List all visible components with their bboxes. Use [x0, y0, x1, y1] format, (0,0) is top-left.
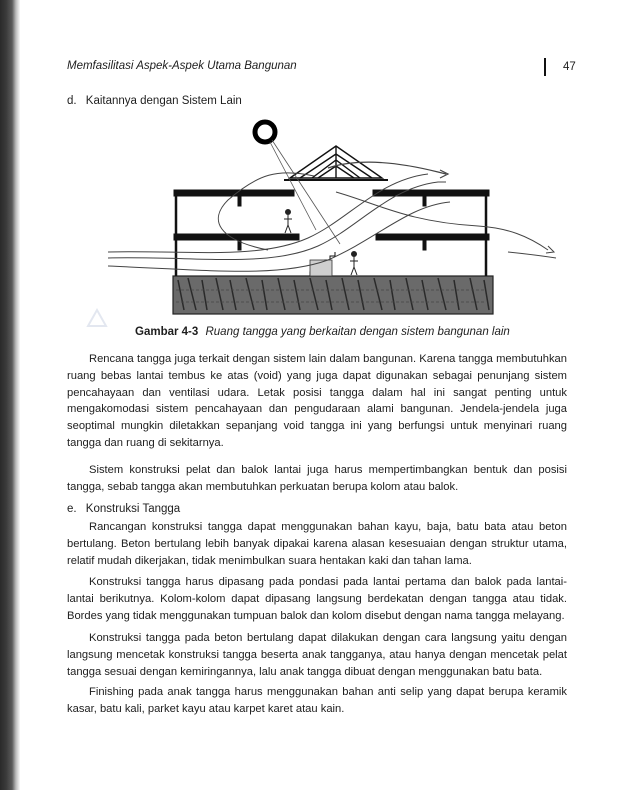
paragraph-stair-systems: Rencana tangga juga terkait dengan sistem lain dalam bangunan. Karena tangga membutuhkan ruang bebas lantai tembus ke atas (void) yang juga dapat digunakan sebagai penunjang sistem pencahayaan dan ventilasi udara. Letak posisi tangga dalam hal ini sangat penting untuk mengakomodasi sistem pencahayaan dan pengudaraan alami bangunan. Jendela-jendela juga seoptimal mungkin diletakkan sepanjang void tangga ini yang berfungsi untuk menyinari ruang tangga dan ruang di sekitarnya. [67, 353, 567, 449]
paragraph-stair-foundation: Konstruksi tangga harus dipasang pada pondasi pada lantai pertama dan balok pada lantai-lantai berikutnya. Kolom-kolom dapat dipasang langsung berdekatan dengan tangga atau tidak. Bordes yang tidak menggunakan tumpuan balok dan kolom disebut dengan nama tangga melayang. [67, 576, 567, 622]
section-d-title: Kaitannya dengan Sistem Lain [85, 95, 242, 107]
human-figure-lower [350, 252, 358, 276]
figure-caption [135, 326, 510, 338]
figure-label: Gambar 4-3 [135, 326, 199, 338]
running-title: Memfasilitasi Aspek-Aspek Utama Bangunan [67, 60, 297, 72]
book-binding-shadow [0, 0, 20, 790]
roof-truss [284, 146, 388, 180]
ground-hatch [173, 276, 493, 314]
human-figure-upper [284, 210, 292, 234]
header-divider [544, 58, 546, 76]
section-d-heading [67, 95, 242, 107]
sun-icon [255, 122, 340, 244]
paragraph-slab-beam: Sistem konstruksi pelat dan balok lantai juga harus mempertimbangkan bentuk dan posisi tangga, sebab tangga akan membutuhkan perkuatan berupa kolom atau balok. [67, 464, 567, 493]
page-number: 47 [563, 61, 576, 73]
watermark-logo-icon [86, 308, 108, 330]
page-header [67, 58, 587, 78]
paragraph-stair-finishing: Finishing pada anak tangga harus menggunakan bahan anti selip yang dapat berupa keramik kasar, batu kali, parket kayu atau karpet karet atau kain. [67, 686, 567, 715]
paragraph-stair-materials: Rancangan konstruksi tangga dapat menggunakan bahan kayu, baja, batu bata atau beton bertulang. Beton bertulang lebih banyak dipakai karena alasan kesesuaian dengan struktur utama, relatif mudah dikerjakan, tidak menimbulkan suara hentakan kaki dan tahan lama. [67, 521, 567, 567]
section-e-label: e. [67, 503, 77, 515]
figure-caption-text: Ruang tangga yang berkaitan dengan sistem bangunan lain [205, 326, 510, 338]
section-d-label: d. [67, 95, 77, 107]
paragraph-concrete-stair: Konstruksi tangga pada beton bertulang dapat dilakukan dengan cara langsung yaitu dengan langsung mencetak konstruksi tangga beserta anak tangganya, atau hanya dengan mencetak pelat tangga sesuai dengan kemiringannya, lalu anak tangga dibuat dengan menggunakan batu bata. [67, 632, 567, 678]
section-e-heading [67, 503, 180, 515]
stair-system-figure [78, 110, 558, 325]
section-e-title: Konstruksi Tangga [85, 503, 181, 515]
